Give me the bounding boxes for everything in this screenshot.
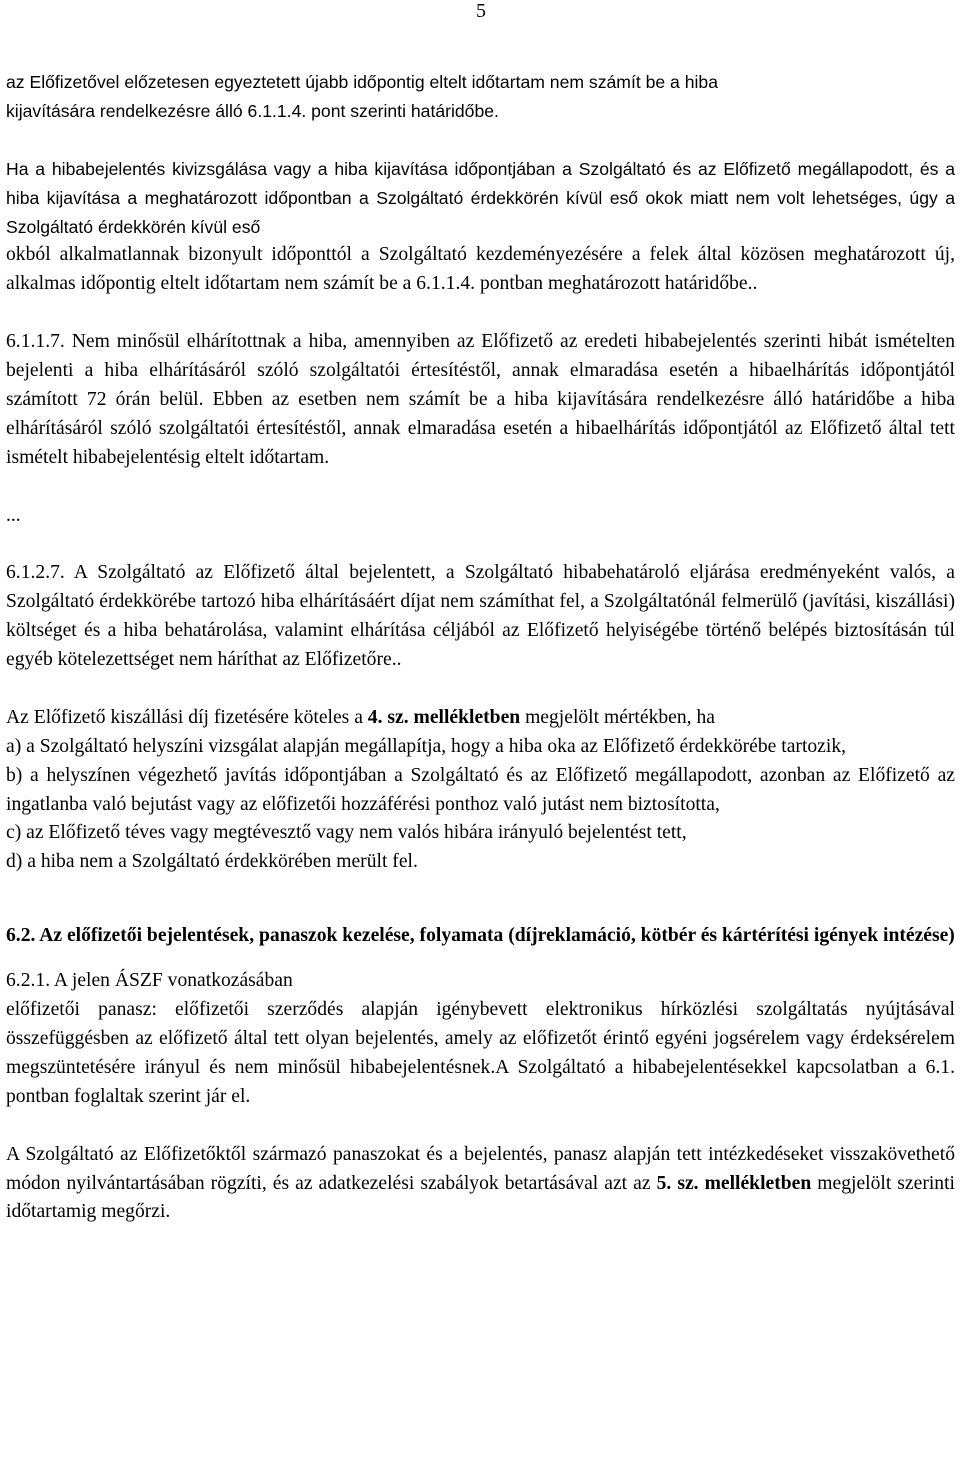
page-number: 5 — [476, 0, 486, 22]
paragraph-callout-fee — [6, 704, 955, 877]
paragraph-6-1-1-7: 6.1.1.7. Nem minősül elhárítottnak a hiba, amennyiben az Előfizető az eredeti hibabejelentés szerinti hibát ismételten bejelenti a hiba elhárításáról szóló szolgáltatói értesítéstől, annak elmaradása esetén a hibaelhárítás időpontjától számított 72 órán belül. Ebben az esetben nem számít be a hiba kijavítására rendelkezésre álló határidőbe a hiba elhárításáról szóló szolgáltatói értesítéstől, annak elmaradása esetén a hibaelhárítás időpontjától az Előfizető által tett ismételt hibabejelentésig eltelt időtartam. — [6, 331, 955, 468]
document-body — [6, 68, 955, 1227]
subsection-title: 6.2.1. A jelen ÁSZF vonatkozásában — [6, 970, 293, 992]
paragraph-6-1-2-7: 6.1.2.7. A Szolgáltató az Előfizető által bejelentett, a Szolgáltató hibabehatároló eljárása eredményeként valós, a Szolgáltató érdekkörébe tartozó hiba elhárításáért díjat nem számíthat fel, a Szolgáltatónál felmerülő (javítási, kiszállási) költséget és a hiba behatárolása, valamint elhárítása céljából az Előfizető helyiségébe történő belépés biztosításán túl egyéb kötelezettséget nem háríthat az Előfizetőre.. — [6, 562, 955, 671]
paragraph-text: Ha a hibabejelentés kivizsgálása vagy a hiba kijavítása időpontjában a Szolgáltató és az Előfizető megállapodott, és a hiba kijavítása a meghatározott időpontban a Szolgáltató érdekkörén kívül eső okok miatt nem volt lehetséges, úgy a Szolgáltató érdekkörén kívül eső — [6, 158, 955, 237]
section-heading-6-2: 6.2. Az előfizetői bejelentések, panaszok kezelése, folyamata (díjreklamáció, kötbér és kártérítési igények intézése) — [6, 925, 955, 947]
text-run: Az Előfizető kiszállási díj fizetésére köteles a — [6, 706, 368, 728]
list-item-d: d) a hiba nem a Szolgáltató érdekkörében merült fel. — [6, 851, 418, 873]
paragraph-text: előfizetői panasz: előfizetői szerződés alapján igénybevett elektronikus hírközlési szolgáltatás nyújtásával összefüggésben az előfizető által tett olyan bejelentés, amely az előfizetőt érintő egyéni jogsérelem vagy érdeksérelem megszüntetésére irányul és nem minősül hibabejelentésnek.A Szolgáltató a hibabejelentésekkel kapcsolatban a 6.1. pontban foglaltak szerint jár el. — [6, 999, 955, 1107]
paragraph-6-2-1 — [6, 967, 955, 1112]
paragraph-text: okból alkalmatlannak bizonyult időponttól a Szolgáltató kezdeményezésére a felek által közösen meghatározott új, alkalmas időpontig eltelt időtartam nem számít be a 6.1.1.4. pontban meghatározott határidőbe.. — [6, 244, 955, 295]
list-item-b: b) a helyszínen végezhető javítás időpontjában a Szolgáltató és az Előfizető megállapodott, azonban az Előfizető az ingatlanba való bejutást vagy az előfizetői hozzáférési ponthoz való jutást nem biztosította, — [6, 764, 955, 815]
paragraph-line: kijavítására rendelkezésre álló 6.1.1.4. pont szerinti határidőbe. — [6, 100, 499, 121]
text-run: megjelölt mértékben, ha — [520, 706, 715, 728]
annex-reference: 5. sz. mellékletben — [656, 1172, 812, 1194]
list-item-c: c) az Előfizető téves vagy megtévesztő vagy nem valós hibára irányuló bejelentést tett, — [6, 822, 687, 844]
paragraph-intro — [6, 704, 955, 733]
paragraph-line: az Előfizetővel előzetesen egyeztetett újabb időpontig eltelt időtartam nem számít be a hiba — [6, 72, 718, 92]
paragraph-continuation — [6, 68, 955, 126]
list-item-a: a) a Szolgáltató helyszíni vizsgálat alapján megállapítja, hogy a hiba oka az Előfizető érdekkörébe tartozik, — [6, 735, 847, 757]
ellipsis: ... — [6, 504, 21, 526]
annex-reference: 4. sz. mellékletben — [367, 706, 521, 728]
text-run: megjelölt szerinti időtartamig megőrzi. — [6, 1172, 955, 1223]
paragraph-agreed-appointment — [6, 155, 955, 300]
paragraph-complaint-records — [6, 1141, 955, 1228]
text-run: A Szolgáltató az Előfizetőktől származó panaszokat és a bejelentés, panasz alapján tett intézkedéseket visszakövethető módon nyilvántartásában rögzíti, és az adatkezelési szabályok betartásával azt az — [6, 1143, 955, 1194]
